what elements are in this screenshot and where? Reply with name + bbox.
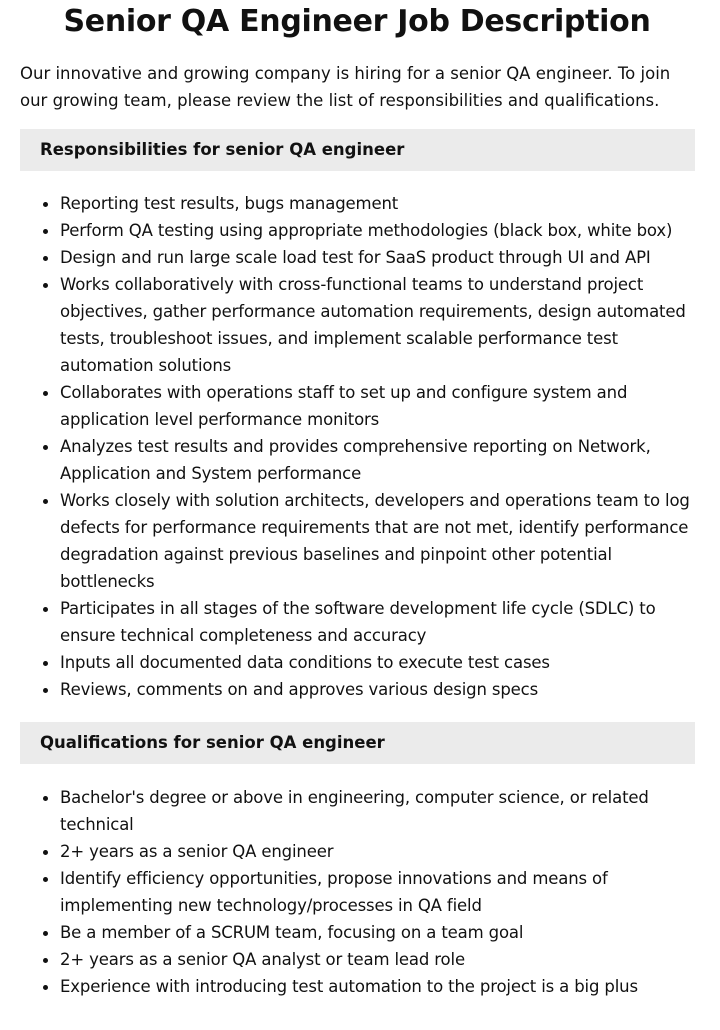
list-item: Works closely with solution architects, developers and operations team to log defects for performance requirements that are not met, identify performance degradation against previous baselines and pinpoint other potential bottlenecks xyxy=(60,487,692,595)
list-item: Bachelor's degree or above in engineering, computer science, or related technical xyxy=(60,784,692,838)
list-item: Design and run large scale load test for SaaS product through UI and API xyxy=(60,244,692,271)
list-item: 2+ years as a senior QA analyst or team lead role xyxy=(60,946,692,973)
list-item: Analyzes test results and provides comprehensive reporting on Network, Application and System performance xyxy=(60,433,692,487)
qualifications-list xyxy=(20,784,692,1000)
qualifications-heading: Qualifications for senior QA engineer xyxy=(20,722,695,764)
list-item: Inputs all documented data conditions to execute test cases xyxy=(60,649,692,676)
list-item: Reviews, comments on and approves various design specs xyxy=(60,676,692,703)
list-item: Collaborates with operations staff to set up and configure system and application level performance monitors xyxy=(60,379,692,433)
page-title: Senior QA Engineer Job Description xyxy=(63,4,651,39)
list-item: Works collaboratively with cross-functional teams to understand project objectives, gather performance automation requirements, design automated tests, troubleshoot issues, and implement scalable performance test automation solutions xyxy=(60,271,692,379)
list-item: Identify efficiency opportunities, propose innovations and means of implementing new technology/processes in QA field xyxy=(60,865,692,919)
list-item: 2+ years as a senior QA engineer xyxy=(60,838,692,865)
responsibilities-heading: Responsibilities for senior QA engineer xyxy=(20,129,695,171)
list-item: Experience with introducing test automation to the project is a big plus xyxy=(60,973,692,1000)
list-item: Perform QA testing using appropriate methodologies (black box, white box) xyxy=(60,217,692,244)
list-item: Participates in all stages of the software development life cycle (SDLC) to ensure technical completeness and accuracy xyxy=(60,595,692,649)
responsibilities-list xyxy=(20,190,692,703)
list-item: Be a member of a SCRUM team, focusing on a team goal xyxy=(60,919,692,946)
intro-paragraph: Our innovative and growing company is hiring for a senior QA engineer. To join our growing team, please review the list of responsibilities and qualifications. xyxy=(20,64,671,110)
list-item: Reporting test results, bugs management xyxy=(60,190,692,217)
